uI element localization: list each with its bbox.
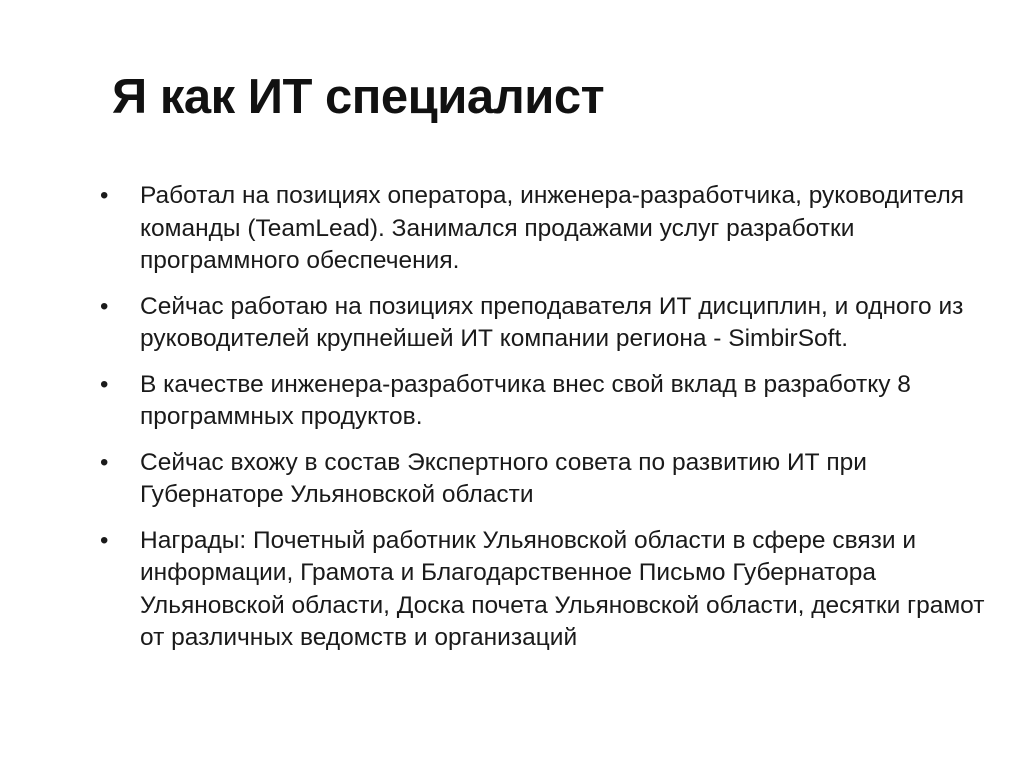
bullet-list (100, 180, 1000, 668)
bullet-text: Работал на позициях оператора, инженера-разработчика, руководителя команды (TeamLead). Занимался продажами услуг разработки программного обеспечения. (140, 182, 965, 274)
bullet-icon: • (100, 370, 109, 398)
bullet-icon: • (100, 182, 109, 209)
bullet-text: Сейчас работаю на позициях преподавателя ИТ дисциплин, и одного из руководителей крупнейшей ИТ компании региона - SimbirSoft. (140, 292, 964, 352)
bullet-icon: • (100, 526, 109, 554)
bullet-item-products (100, 369, 1000, 434)
bullet-text: В качестве инженера-разработчика внес свой вклад в разработку 8 программных продуктов. (140, 370, 911, 430)
bullet-item-current-position (100, 291, 1000, 356)
bullet-icon: • (100, 292, 109, 320)
slide-title: Я как ИТ специалист (112, 70, 605, 124)
bullet-text: Сейчас вхожу в состав Экспертного совета по развитию ИТ при Губернаторе Ульяновской области (140, 448, 867, 508)
bullet-item-work-history (100, 180, 1000, 278)
bullet-text: Награды: Почетный работник Ульяновской области в сфере связи и информации, Грамота и Благодарственное Письмо Губернатора Ульяновской области, Доска почета Ульяновской области, десятки грамот от различных ведомств и организаций (140, 526, 985, 651)
bullet-item-expert-council (100, 447, 1000, 512)
bullet-icon: • (100, 448, 109, 476)
bullet-item-awards (100, 525, 1000, 655)
